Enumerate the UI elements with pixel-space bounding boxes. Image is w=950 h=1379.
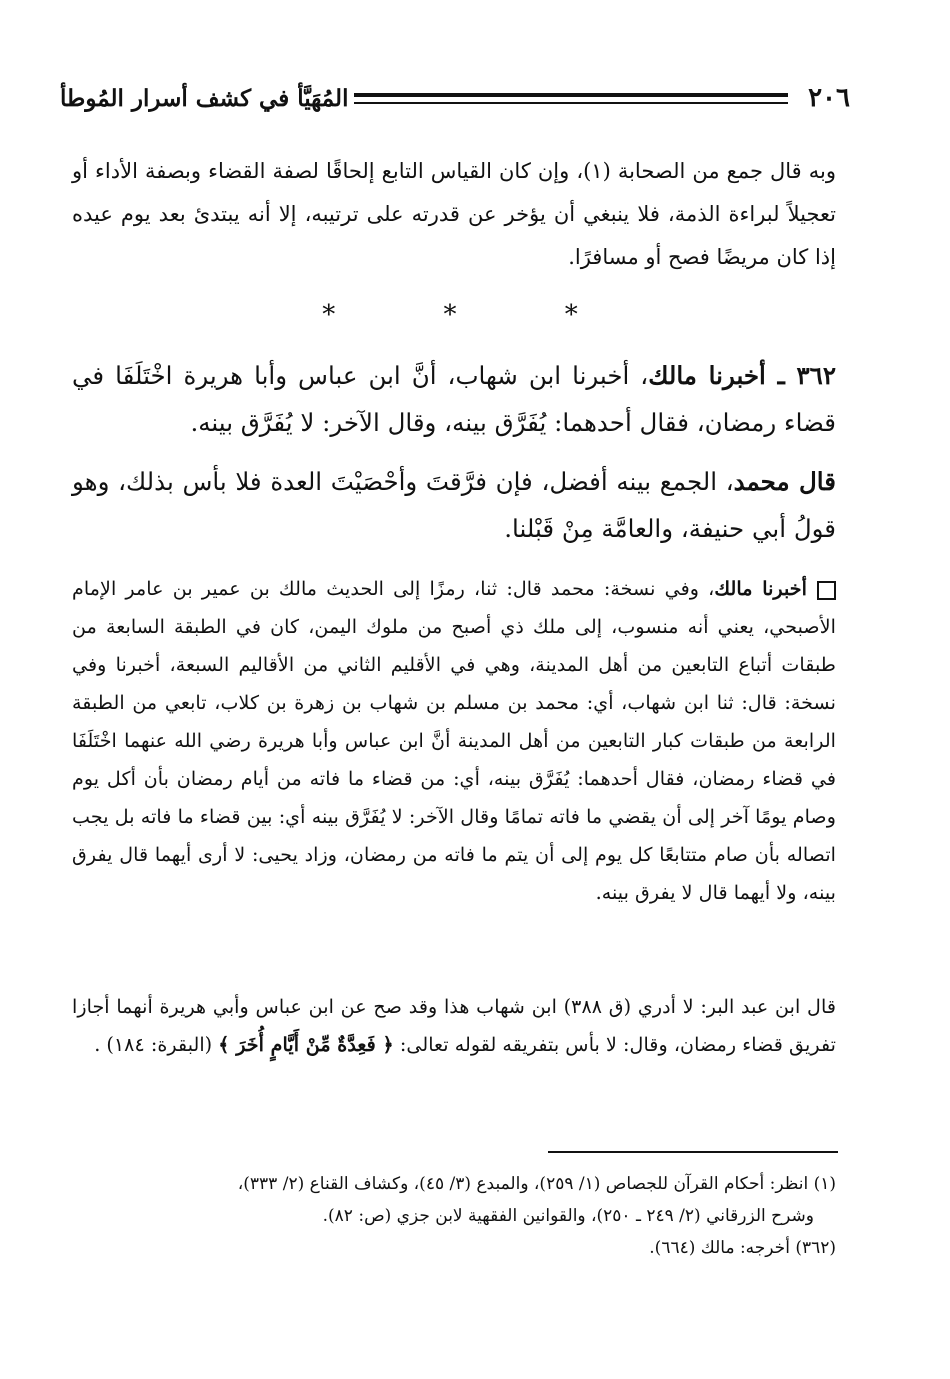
quran-citation: (البقرة: ١٨٤) .: [94, 1033, 213, 1056]
header-rule: [354, 93, 788, 104]
intro-text: وبه قال جمع من الصحابة (١)، وإن كان القياس التابع إلحاقًا لصفة القضاء وبصفة الأداء أو تعجيلاً لبراءة الذمة، فلا ينبغي أن يؤخر عن قدرته على ترتيبه، إلا أنه يبتدئ بعد يوم عيده إذا كان مريضًا فصح أو مسافرًا.: [72, 159, 836, 269]
footnote-362: (٣٦٢) أخرجه: مالك (٦٦٤).: [649, 1238, 836, 1258]
ibn-abd-al-barr-text: قال ابن عبد البر: لا أدري (ق ٣٨٨) ابن شهاب هذا وقد صح عن ابن عباس وأبي هريرة أنهما أجازا تفريق قضاء رمضان، وقال: لا بأس بتفريقه لقوله تعالى:: [72, 995, 836, 1056]
muhammad-paragraph: [72, 458, 836, 552]
quran-verse: ﴿ فَعِدَّةٌ مِّنْ أَيَّامٍ أُخَرَ ﴾: [218, 1033, 394, 1056]
page-header: [60, 78, 850, 118]
muhammad-text: ، الجمع بينه أفضل، فإن فرَّقتَ وأحْصَيْتَ العدة فلا بأس بذلك، وهو قولُ أبي حنيفة، والعامَّة مِنْ قَبْلنا.: [72, 467, 836, 543]
footnote-1-line-1: (١) انظر: أحكام القرآن للجصاص (١/ ٢٥٩)، والمبدع (٣/ ٤٥)، وكشاف القناع (٢/ ٣٣٣)،: [237, 1174, 836, 1194]
commentary-text: ، وفي نسخة: محمد قال: ثنا، رمزًا إلى الحديث مالك بن عمير بن عامر الإمام الأصبحي، يعني أنه منسوب، إلى ملك ذي أصبح من ملوك اليمن، كان في الطبقة السابعة من طبقات أتباع التابعين من أهل المدينة، وهي في الأقليم الثاني من الأقاليم السبعة، أخبرنا وفي نسخة: قال: ثنا ابن شهاب، أي: محمد بن مسلم بن شهاب بن زهرة بن كلاب، تابعي من الطبقة الرابعة من طبقات كبار التابعين من أهل المدينة أنَّ ابن عباس وأبا هريرة رضي الله عنهما اخْتَلَفَا في قضاء رمضان، فقال أحدهما: يُفَرَّق بينه، أي: من قضاء ما فاته من أيام رمضان بأن أكل يوم وصام يومًا آخر إلى أن يقضي ما فاته تمامًا وقال الآخر: لا يُفَرَّق بينه أي: بين قضاء ما فاته بل يجب اتصاله بأن صام متتابعًا كل يوم إلى أن يتم ما فاته من رمضان، وزاد يحيى: لا أرى أيهما قال يفرق بينه، ولا أيهما قال لا يفرق بينه.: [72, 577, 836, 904]
square-marker-icon: [817, 581, 836, 600]
footnotes: [72, 1168, 836, 1264]
footnote-rule: [548, 1151, 838, 1153]
hadith-paragraph: [72, 352, 836, 446]
commentary-label: أخبرنا مالك: [714, 577, 807, 600]
footnote-1-line-2: وشرح الزرقاني (٢/ ٢٤٩ ـ ٢٥٠)، والقوانين الفقهية لابن جزي (ص: ٨٢).: [322, 1206, 814, 1226]
section-separator: * * *: [322, 300, 628, 330]
muhammad-label: قال محمد: [733, 467, 836, 496]
commentary-paragraph: [72, 570, 836, 912]
hadith-label: ٣٦٢ ـ أخبرنا مالك: [648, 361, 836, 390]
intro-paragraph: [72, 150, 836, 279]
ibn-abd-al-barr-paragraph: [72, 988, 836, 1064]
book-title: المُهَيَّأ في كشف أسرار المُوطأ: [60, 84, 349, 112]
hadith-text: ، أخبرنا ابن شهاب، أنَّ ابن عباس وأبا هريرة اخْتَلَفَا في قضاء رمضان، فقال أحدهما: يُفَرَّق بينه، وقال الآخر: لا يُفَرَّق بينه.: [72, 361, 836, 437]
page-number: ٢٠٦: [808, 83, 850, 113]
